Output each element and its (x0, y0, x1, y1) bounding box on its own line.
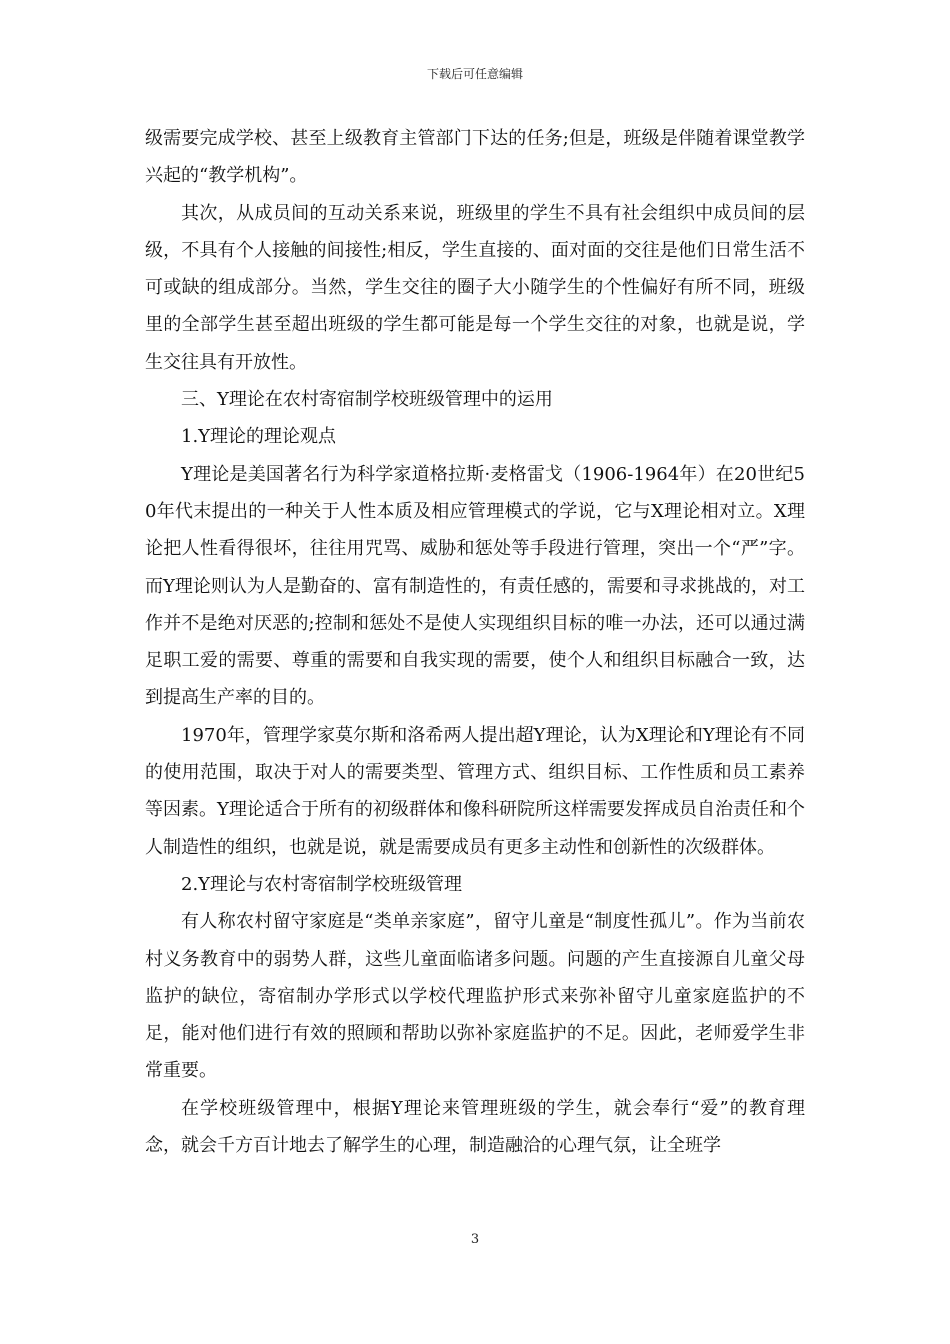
paragraph: Y理论是美国著名行为科学家道格拉斯·麦格雷戈（1906-1964年）在20世纪50年代末提出的一种关于人性本质及相应管理模式的学说，它与X理论相对立。X理论把人性看得很坏，往往用咒骂、威胁和惩处等手段进行管理，突出一个“严”字。而Y理论则认为人是勤奋的、富有制造性的，有责任感的，需要和寻求挑战的，对工作并不是绝对厌恶的;控制和惩处不是使人实现组织目标的唯一办法，还可以通过满足职工爱的需要、尊重的需要和自我实现的需要，使个人和组织目标融合一致，达到提高生产率的目的。 (145, 463, 805, 709)
paragraph: 在学校班级管理中，根据Y理论来管理班级的学生，就会奉行“爱”的教育理念，就会千方百计地去了解学生的心理，制造融洽的心理气氛，让全班学 (145, 1097, 805, 1157)
page-header: 下载后可任意编辑 (426, 67, 523, 81)
subsection-heading: 1.Y理论的理论观点 (181, 426, 337, 448)
paragraph: 1970年，管理学家莫尔斯和洛希两人提出超Y理论，认为X理论和Y理论有不同的使用范围，取决于对人的需要类型、管理方式、组织目标、工作性质和员工素养等因素。Y理论适合于所有的初级群体和像科研院所这样需要发挥成员自治责任和个人制造性的组织，也就是说，就是需要成员有更多主动性和创新性的次级群体。 (145, 724, 805, 858)
page-number: 3 (470, 1232, 480, 1247)
subsection-heading: 2.Y理论与农村寄宿制学校班级管理 (181, 873, 463, 895)
paragraph-continuation: 级需要完成学校、甚至上级教育主管部门下达的任务;但是，班级是伴随着课堂教学兴起的“教学机构”。 (145, 128, 805, 187)
body-text (145, 120, 805, 1164)
paragraph: 其次，从成员间的互动关系来说，班级里的学生不具有社会组织中成员间的层级，不具有个人接触的间接性;相反，学生直接的、面对面的交往是他们日常生活不可或缺的组成部分。当然，学生交往的圈子大小随学生的个性偏好有所不同，班级里的全部学生甚至超出班级的学生都可能是每一个学生交往的对象，也就是说，学生交往具有开放性。 (145, 202, 805, 373)
paragraph: 有人称农村留守家庭是“类单亲家庭”，留守儿童是“制度性孤儿”。作为当前农村义务教育中的弱势人群，这些儿童面临诸多问题。问题的产生直接源自儿童父母监护的缺位，寄宿制办学形式以学校代理监护形式来弥补留守儿童家庭监护的不足，能对他们进行有效的照顾和帮助以弥补家庭监护的不足。因此，老师爱学生非常重要。 (145, 911, 805, 1082)
section-heading: 三、Y理论在农村寄宿制学校班级管理中的运用 (181, 389, 553, 411)
